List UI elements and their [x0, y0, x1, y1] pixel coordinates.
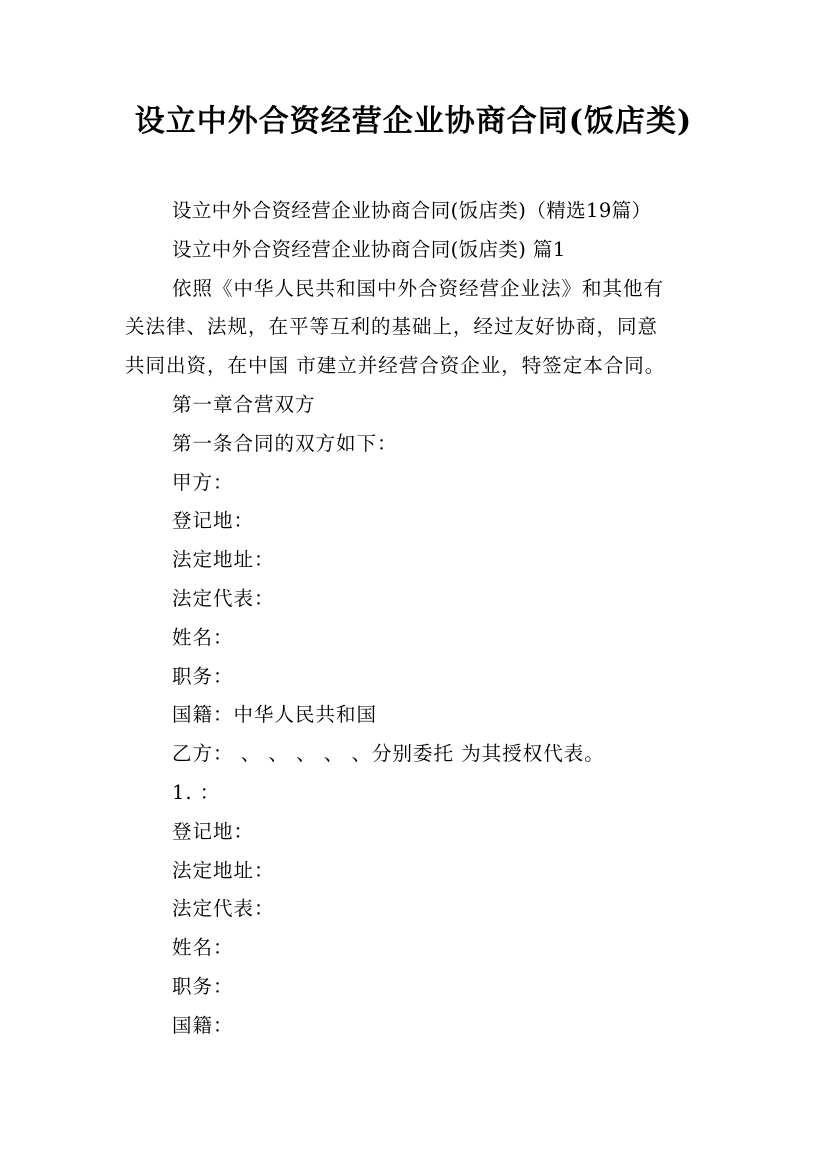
- field-label: 姓名：: [172, 625, 234, 649]
- text-line: 依照《中华人民共和国中外合资经营企业法》和其他有: [172, 276, 665, 300]
- field-label: 法定代表：: [172, 586, 275, 610]
- field-label: 国籍：中华人民共和国: [172, 703, 378, 727]
- field-label: 职务：: [172, 974, 234, 998]
- field-label: 职务：: [172, 664, 234, 688]
- field-label: 姓名：: [172, 936, 234, 960]
- field-label: 国籍：: [172, 1013, 234, 1037]
- text-line: 关法律、法规，在平等互利的基础上，经过友好协商，同意: [125, 315, 659, 339]
- field-label: 法定地址：: [172, 548, 275, 572]
- document-body: [125, 192, 725, 1046]
- text-line: 设立中外合资经营企业协商合同(饭店类) 篇1: [172, 237, 566, 261]
- field-label: 登记地：: [172, 819, 255, 843]
- field-label: 法定代表：: [172, 897, 275, 921]
- chapter-heading: 第一章合营双方: [172, 392, 316, 416]
- field-label: 法定地址：: [172, 858, 275, 882]
- document-title: 设立中外合资经营企业协商合同(饭店类): [134, 104, 693, 139]
- list-item: 1. ：: [172, 780, 221, 804]
- text-line: 第一条合同的双方如下：: [172, 431, 398, 455]
- text-line: 设立中外合资经营企业协商合同(饭店类)（精选19篇）: [172, 199, 652, 222]
- text-line: 共同出资，在中国 市建立并经营合资企业，特签定本合同。: [125, 354, 666, 378]
- field-label: 登记地：: [172, 509, 255, 533]
- field-label: 甲方：: [172, 470, 234, 494]
- text-line: 乙方： 、 、 、 、 、分别委托 为其授权代表。: [172, 742, 605, 766]
